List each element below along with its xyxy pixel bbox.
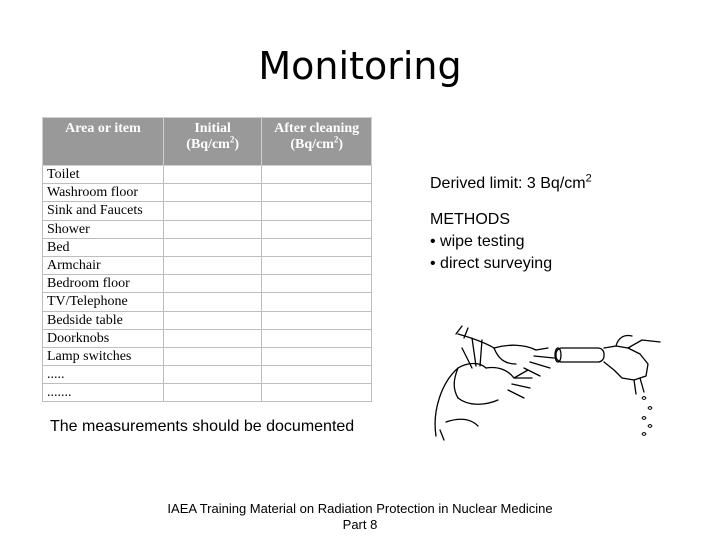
table-row xyxy=(43,329,372,347)
area-cell: ....... xyxy=(43,384,164,402)
after-cleaning-cell xyxy=(262,275,372,293)
area-cell: Doorknobs xyxy=(43,329,164,347)
method-item-wipe-testing: • wipe testing xyxy=(430,233,525,250)
table-row xyxy=(43,347,372,365)
table-row xyxy=(43,293,372,311)
table-row xyxy=(43,256,372,274)
survey-meter-probe-icon xyxy=(555,335,660,394)
after-cleaning-cell xyxy=(262,384,372,402)
table-row xyxy=(43,238,372,256)
initial-cell xyxy=(163,347,262,365)
table-row xyxy=(43,202,372,220)
table-row xyxy=(43,366,372,384)
derived-limit: Derived limit: 3 $Bq/cm^2$ xyxy=(430,172,592,192)
table-row xyxy=(43,220,372,238)
area-cell: Toilet xyxy=(43,166,164,184)
initial-cell xyxy=(163,384,262,402)
area-cell: Bed xyxy=(43,238,164,256)
after-cleaning-cell xyxy=(262,166,372,184)
table-row xyxy=(43,275,372,293)
methods-block xyxy=(430,209,552,275)
right-hand-icon xyxy=(456,326,554,376)
initial-cell xyxy=(163,166,262,184)
area-cell: Bedside table xyxy=(43,311,164,329)
header-after-cleaning: After cleaning $(Bq/cm^2)$ xyxy=(262,118,372,166)
area-cell: Bedroom floor xyxy=(43,275,164,293)
area-cell: Sink and Faucets xyxy=(43,202,164,220)
after-cleaning-cell xyxy=(262,366,372,384)
area-cell: Shower xyxy=(43,220,164,238)
after-cleaning-cell xyxy=(262,220,372,238)
after-cleaning-cell xyxy=(262,293,372,311)
table-row xyxy=(43,184,372,202)
after-cleaning-cell xyxy=(262,238,372,256)
table-row xyxy=(43,311,372,329)
droplets-icon xyxy=(642,397,652,436)
left-hand-icon xyxy=(435,338,532,440)
after-cleaning-cell xyxy=(262,311,372,329)
initial-cell xyxy=(163,238,262,256)
area-cell: Armchair xyxy=(43,256,164,274)
table-row xyxy=(43,166,372,184)
methods-heading: METHODS xyxy=(430,211,510,228)
footer xyxy=(0,501,720,533)
initial-cell xyxy=(163,184,262,202)
after-cleaning-cell xyxy=(262,256,372,274)
initial-cell xyxy=(163,220,262,238)
initial-cell xyxy=(163,293,262,311)
footer-line-2: Part 8 xyxy=(342,517,378,532)
after-cleaning-cell xyxy=(262,184,372,202)
after-cleaning-cell xyxy=(262,202,372,220)
initial-cell xyxy=(163,256,262,274)
header-initial: Initial $(Bq/cm^2)$ xyxy=(163,118,262,166)
area-cell: ..... xyxy=(43,366,164,384)
initial-cell xyxy=(163,311,262,329)
table-row xyxy=(43,384,372,402)
header-area-or-item: Area or item xyxy=(43,118,164,166)
after-cleaning-cell xyxy=(262,347,372,365)
initial-cell xyxy=(163,275,262,293)
hands-contamination-survey-illustration xyxy=(428,318,668,442)
method-item-direct-surveying: • direct surveying xyxy=(430,255,553,272)
after-cleaning-cell xyxy=(262,329,372,347)
initial-cell xyxy=(163,366,262,384)
monitoring-table xyxy=(42,117,372,402)
initial-cell xyxy=(163,202,262,220)
initial-cell xyxy=(163,329,262,347)
table-header-row xyxy=(43,118,372,166)
footer-line-1: IAEA Training Material on Radiation Protection in Nuclear Medicine xyxy=(167,501,553,516)
slide-title: Monitoring xyxy=(258,44,462,88)
documentation-caption: The measurements should be documented xyxy=(50,418,355,435)
area-cell: Lamp switches xyxy=(43,347,164,365)
area-cell: TV/Telephone xyxy=(43,293,164,311)
area-cell: Washroom floor xyxy=(43,184,164,202)
